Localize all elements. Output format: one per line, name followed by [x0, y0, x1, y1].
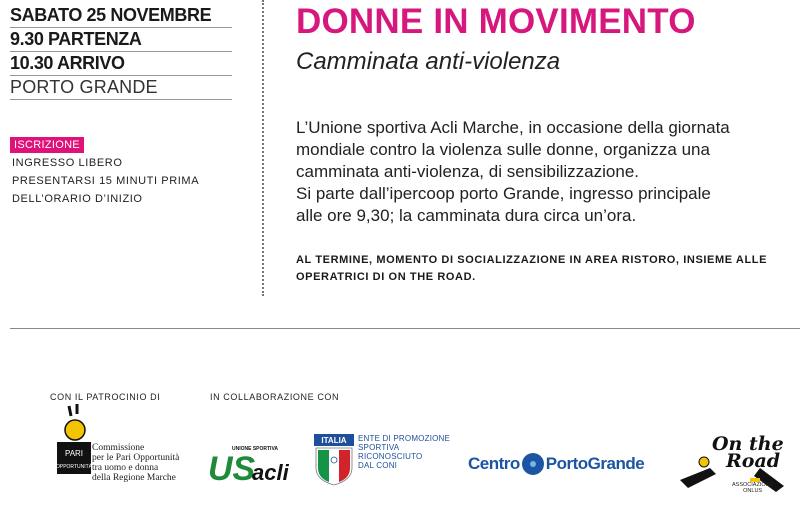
- registration-line-2: PRESENTARSI 15 MINUTI PRIMA: [12, 175, 200, 187]
- otr-subtitle: [732, 482, 773, 494]
- pari-caption-line: della Regione Marche: [92, 473, 176, 483]
- registration-info: [12, 154, 199, 208]
- coni-caption: [358, 434, 450, 470]
- pari-caption: [92, 443, 179, 483]
- closing-line-2: OPERATRICI DI ON THE ROAD.: [296, 271, 476, 283]
- otr-title: [712, 433, 784, 472]
- coni-caption-line: DAL CONI: [358, 461, 398, 470]
- event-place: PORTO GRANDE: [10, 76, 232, 100]
- coni-caption-line: ENTE DI PROMOZIONE: [358, 434, 451, 443]
- horizontal-divider: [10, 328, 800, 329]
- centro-left-text: Centro: [468, 454, 520, 473]
- registration-badge: ISCRIZIONE: [10, 137, 84, 153]
- otr-dot: [699, 457, 709, 467]
- collaboration-label: IN COLLABORAZIONE CON: [210, 392, 340, 402]
- pari-caption-line: Commissione: [92, 443, 145, 453]
- event-arrival: 10.30 ARRIVO: [10, 52, 232, 76]
- coni-logo: [314, 434, 354, 486]
- usacli-us: US: [208, 450, 256, 486]
- otr-title-line: On the: [712, 433, 784, 455]
- closing-note: [296, 252, 786, 286]
- pari-caption-line: per le Pari Opportunità: [92, 453, 180, 463]
- description-line: Si parte dall’ipercoop porto Grande, ingresso principale: [296, 184, 711, 203]
- description-line: alle ore 9,30; la camminata dura circa un’ora.: [296, 206, 637, 225]
- otr-road-left: [680, 468, 716, 488]
- otr-sub-line: ASSOCIAZIONE: [732, 482, 774, 488]
- logo-stroke: [69, 406, 71, 416]
- centro-porto-grande-logo: [468, 452, 644, 476]
- event-departure: 9.30 PARTENZA: [10, 28, 232, 52]
- coni-caption-line: RICONOSCIUTO: [358, 452, 423, 461]
- otr-title-line: Road: [726, 450, 781, 472]
- usacli-small-text: UNIONE SPORTIVA: [232, 446, 279, 452]
- patronage-label: CON IL PATROCINIO DI: [50, 392, 161, 402]
- event-info: [10, 4, 232, 100]
- us-acli-logo: [208, 440, 290, 486]
- pari-caption-line: tra uomo e donna: [92, 463, 159, 473]
- pari-badge-bottom: OPPORTUNITÀ: [55, 464, 93, 470]
- description-line: L’Unione sportiva Acli Marche, in occasione della giornata: [296, 118, 730, 137]
- vertical-divider: [262, 0, 264, 296]
- logo-sun: [65, 420, 85, 440]
- closing-line-1: AL TERMINE, MOMENTO DI SOCIALIZZAZIONE IN AREA RISTORO, INSIEME ALLE: [296, 254, 768, 266]
- description-line: camminata anti-violenza, di sensibilizzazione.: [296, 162, 639, 181]
- usacli-acli: acli: [252, 460, 289, 485]
- main-title: DONNE IN MOVIMENTO: [296, 2, 696, 41]
- centro-right-text: PortoGrande: [545, 454, 645, 473]
- registration-line-1: INGRESSO LIBERO: [12, 157, 123, 169]
- subtitle: Camminata anti-violenza: [296, 48, 561, 75]
- pari-badge-top: PARI: [64, 449, 84, 458]
- description-line: mondiale contro la violenza sulle donne, organizza una: [296, 140, 710, 159]
- event-date: SABATO 25 NOVEMBRE: [10, 4, 232, 28]
- registration-line-3: DELL’ORARIO D’INIZIO: [12, 193, 143, 205]
- coni-italia: ITALIA: [321, 436, 347, 445]
- otr-sub-line: ONLUS: [743, 488, 763, 494]
- centro-swirl-icon: [521, 452, 545, 476]
- description: [296, 117, 786, 227]
- coni-caption-line: SPORTIVA: [358, 443, 400, 452]
